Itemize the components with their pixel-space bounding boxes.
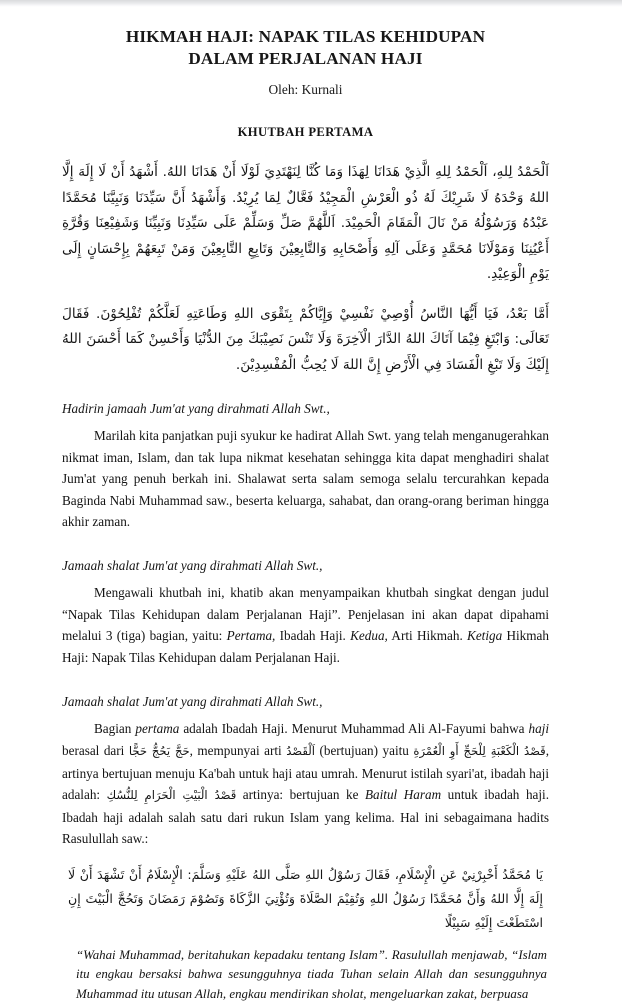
document-content [62, 0, 549, 1004]
salutation-second: Jamaah shalat Jum'at yang dirahmati Allah Swt., [62, 557, 323, 573]
arabic-hadith-passage: يَا مُحَمَّدُ أَخْبِرْنِيْ عَنِ الْإِسْلَامِ، فَقَالَ رَسُوْلُ اللهِ صَلَّى اللهُ عَلَيْهِ وَسَلَّمَ: الْإِسْلَامُ أَنْ تَشْهَدَ أَنْ لَا إِلَهَ إِلَّا اللهُ وَأَنَّ مُحَمَّدًا رَسُوْلُ اللهِ وَتُقِيْمَ الصَّلَاةَ وَتُؤْتِيَ الزَّكَاةَ وَتَصُوْمَ رَمَضَانَ وَتَحُجَّ الْبَيْتَ إِنِ اسْتَطَعْتَ إِلَيْهِ سَبِيْلًا [68, 866, 543, 930]
outline-text-b: Ibadah Haji. [275, 628, 351, 644]
outline-text-a: Mengawali khutbah ini, khatib akan menyampaikan khutbah singkat dengan judul “Napak Tilas Kehidupan dalam Perjalanan Haji”. Penjelasan ini akan dapat dipahami melalui 3 (tiga) bagian, yaitu: [62, 584, 549, 644]
haji-text-b: adalah Ibadah Haji. Menurut Muhammad Ali Al-Fayumi bahwa [179, 721, 529, 737]
haji-text-d: , mempunyai arti [189, 742, 287, 758]
outline-text-d: Hikmah Haji: Napak Tilas Kehidupan dalam Perjalanan Haji. [62, 628, 549, 665]
arabic-second-passage: أَمَّا بَعْدُ، فَيَا أَيُّهَا النَّاسُ أُوْصِيْ نَفْسِيْ وَإِيَّاكُمْ بِتَقْوَى اللهِ وَطَاعَتِهِ لَعَلَّكُمْ تُفْلِحُوْنَ. فَقَالَ تَعَالَى: وَابْتَغِ فِيْمَا آتَاكَ اللهُ الدَّارَ الْآخِرَةَ وَلَا تَنْسَ نَصِيْبَكَ مِنَ الدُّنْيَا وَأَحْسِنْ كَمَا أَحْسَنَ اللهُ إِلَيْكَ وَلَا تَبْغِ الْفَسَادَ فِي الْأَرْضِ إِنَّ اللهَ لَا يُحِبُّ الْمُفْسِدِيْنَ. [62, 305, 549, 373]
haji-emphasis-pertama: pertama [135, 721, 180, 737]
arabic-opening-passage: اَلْحَمْدُ لِلهِ، اَلْحَمْدُ لِلهِ الَّذِيْ هَدَانَا لِهَذَا وَمَا كُنَّا لِنَهْتَدِيَ لَوْلَا أَنْ هَدَانَا اللهُ. أَشْهَدُ أَنْ لَا إِلَهَ إِلَّا اللهُ وَحْدَهُ لَا شَرِيْكَ لَهُ ذُو الْعَرْشِ الْمَجِيْدُ فَعَّالٌ لِمَا يُرِيْدُ. وَأَشْهَدُ أَنَّ سَيِّدَنَا وَنَبِيَّنَا مُحَمَّدًا عَبْدُهُ وَرَسُوْلُهُ مَنْ نَالَ الْمَقَامَ الْحَمِيْدَ. اَللَّهُمَّ صَلِّ وَسَلِّمْ عَلَى سَيِّدِنَا وَنَبِيِّنَا وَشَفِيْعِنَا وَقُرَّةِ أَعْيُنِنَا وَمَوْلَانَا مُحَمَّدٍ وَعَلَى آلِهِ وَأَصْحَابِهِ وَالتَّابِعِيْنَ وَتَابِعِ التَّابِعِيْنَ وَمَنْ تَبِعَهُمْ بِإِحْسَانٍ إِلَى يَوْمِ الْوَعِيْدِ. [62, 164, 549, 282]
haji-text-f: , artinya bertujuan menuju Ka'bah untuk haji atau umrah. Menurut istilah syari'at, ibadah haji adalah: [62, 742, 550, 803]
outline-emphasis-pertama: Pertama, [226, 628, 276, 644]
haji-emphasis-baitul-haram: Baitul Haram [364, 787, 442, 803]
haji-text-c: berasal dari [62, 742, 129, 758]
page-title [62, 0, 549, 70]
paragraph-praise: Marilah kita panjatkan puji syukur ke hadirat Allah Swt. yang telah menganugerahkan nikmat iman, Islam, dan tak lupa nikmat kesehatan sehingga kita dapat menghadiri shalat Jum'at yang penuh berkah ini. Shalawat serta salam semoga selalu tercurahkan kepada Baginda Nabi Muhammad saw., beserta keluarga, sahabat, dan orang-orang beriman hingga akhir zaman. [62, 428, 549, 530]
paragraph-outline [62, 575, 549, 668]
outline-emphasis-ketiga: Ketiga [467, 628, 503, 644]
haji-text-h: untuk ibadah haji. Ibadah haji adalah salah satu dari rukun Islam yang kelima. Hal ini sebagaimana hadits Rasulullah saw.: [62, 787, 550, 847]
title-line-1: HIKMAH HAJI: NAPAK TILAS KEHIDUPAN [125, 27, 486, 46]
paragraph-ibadah-haji [62, 711, 549, 850]
hadith-translation: “Wahai Muhammad, beritahukan kepadaku tentang Islam”. Rasulullah menjawab, “Islam itu engkau bersaksi bahwa sesungguhnya tiada Tuhan selain Allah dan sesungguhnya Muhammad itu utusan Allah, engkau mendirikan sholat, mengeluarkan zakat, berpuasa [76, 947, 547, 1001]
section-heading-khutbah-pertama: KHUTBAH PERTAMA [237, 125, 374, 139]
author-byline: Oleh: Kurnali [268, 82, 343, 97]
arabic-inline-al-qashdu: اَلْقَصْدُ [286, 743, 315, 758]
haji-text-g: artinya: bertujuan ke [236, 787, 365, 803]
arabic-inline-hajja: حَجَّ يَحُجُّ حَجًّا [128, 743, 190, 758]
salutation-first: Hadirin jamaah Jum'at yang dirahmati Allah Swt., [62, 401, 330, 416]
haji-text-a: Bagian [94, 721, 136, 737]
outline-emphasis-kedua: Kedua, [350, 628, 388, 644]
outline-text-c: Arti Hikmah. [387, 628, 468, 644]
haji-emphasis-haji: haji [528, 721, 549, 737]
salutation-third: Jamaah shalat Jum'at yang dirahmati Allah Swt., [62, 694, 323, 710]
title-line-2: DALAM PERJALANAN HAJI [188, 49, 423, 68]
arabic-inline-qashdul-kabah: قَصْدُ الْكَعْبَةِ لِلْحَجِّ أَوِ الْعُمْرَةِ [413, 743, 546, 758]
arabic-inline-qashdul-bait: قَصْدُ الْبَيْتِ الْحَرَامِ لِلنُّسُكِ [106, 788, 237, 803]
haji-text-e: (bertujuan) yaitu [314, 742, 414, 758]
